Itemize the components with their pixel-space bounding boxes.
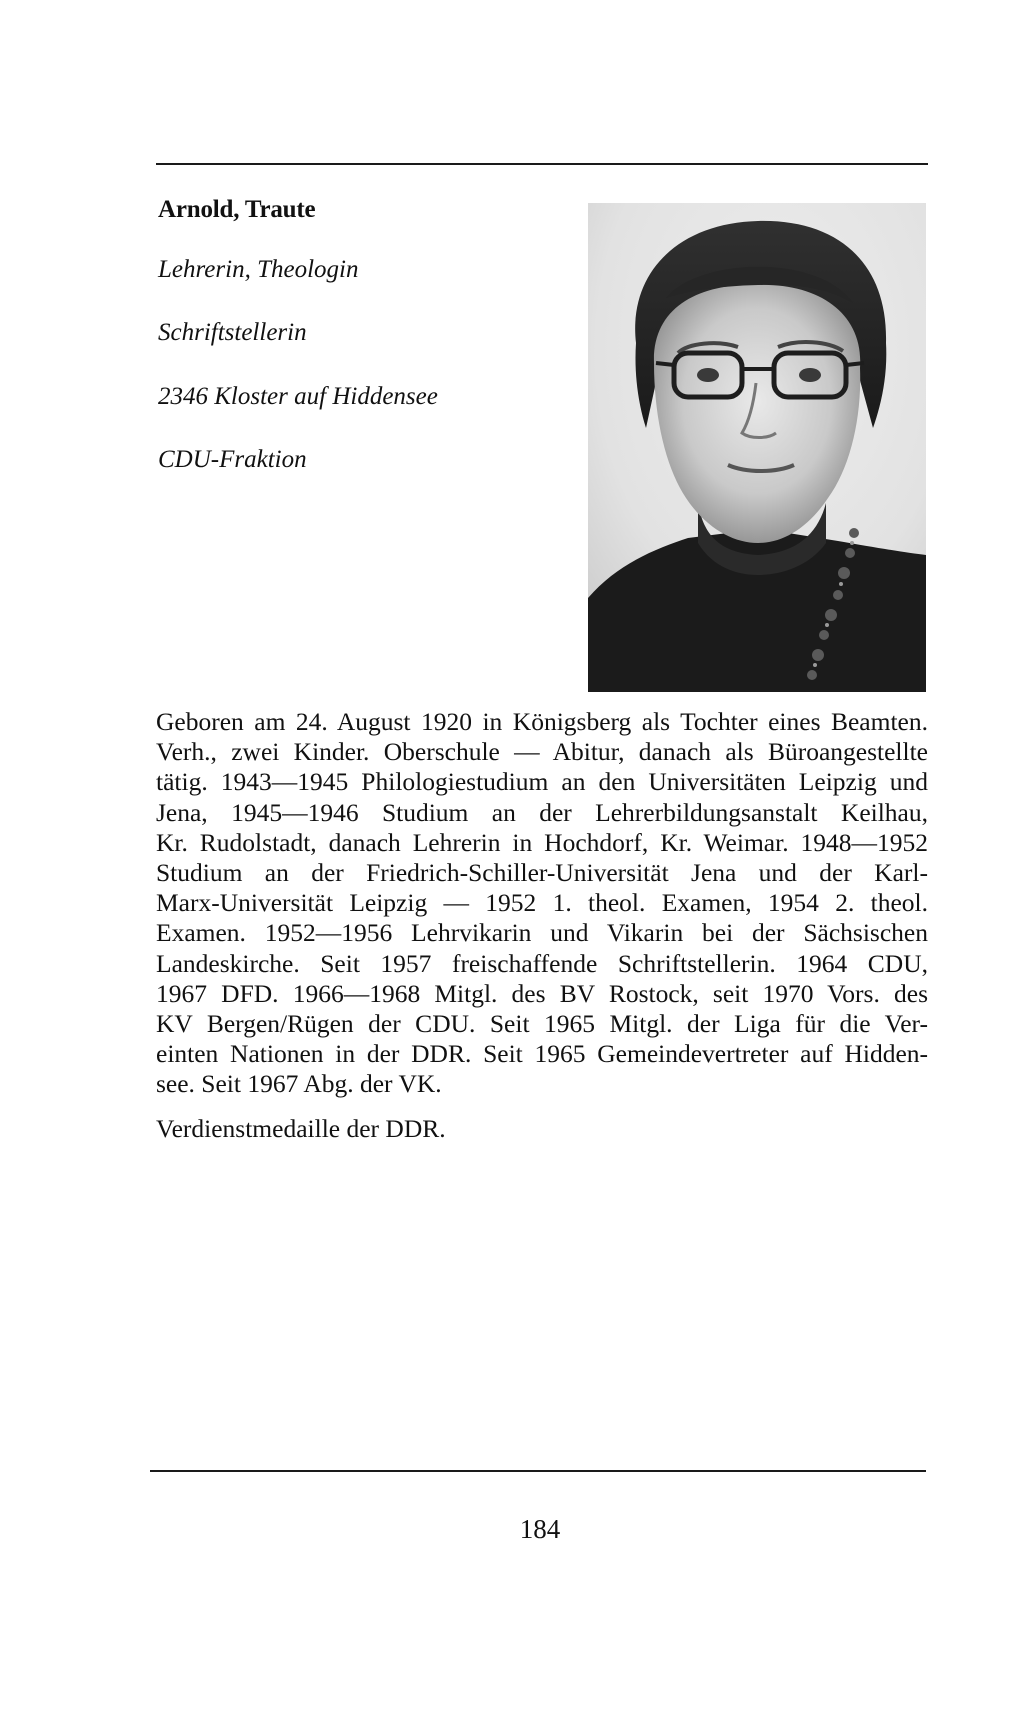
bottom-rule — [150, 1470, 926, 1472]
entry-address: 2346 Kloster auf Hiddensee — [158, 383, 438, 410]
biography-line: 1967 DFD. 1966—1968 Mitgl. des BV Rostock, seit 1970 Vors. des — [156, 978, 928, 1008]
entry-profession: Lehrerin, Theologin — [158, 256, 359, 283]
entry-name: Arnold, Traute — [158, 196, 316, 223]
page-number: 184 — [519, 1514, 561, 1544]
biography-line: Jena, 1945—1946 Studium an der Lehrerbildungsanstalt Keilhau, — [156, 797, 928, 827]
entry-faction: CDU-Fraktion — [158, 446, 307, 473]
biography-text — [156, 707, 928, 1100]
biography-line: Kr. Rudolstadt, danach Lehrerin in Hochdorf, Kr. Weimar. 1948—1952 — [156, 827, 928, 857]
biography-line: Verh., zwei Kinder. Oberschule — Abitur, danach als Büroangestellte — [156, 737, 928, 767]
biography-line: Geboren am 24. August 1920 in Königsberg als Tochter eines Beamten. — [156, 707, 928, 736]
biography-line: Examen. 1952—1956 Lehrvikarin und Vikarin bei der Sächsischen — [156, 918, 928, 948]
biography-line: tätig. 1943—1945 Philologiestudium an den Universitäten Leipzig und — [156, 767, 928, 797]
top-rule — [156, 163, 928, 165]
biography-line: Landeskirche. Seit 1957 freischaffende Schriftstellerin. 1964 CDU, — [156, 948, 928, 978]
award-text: Verdienstmedaille der DDR. — [156, 1114, 446, 1143]
biography-line: see. Seit 1967 Abg. der VK. — [156, 1069, 442, 1099]
biography-line: Marx-Universität Leipzig — 1952 1. theol. Examen, 1954 2. theol. — [156, 888, 928, 918]
entry-occupation: Schriftstellerin — [158, 319, 307, 346]
biography-line: einten Nationen in der DDR. Seit 1965 Gemeindevertreter auf Hidden- — [156, 1039, 928, 1069]
biography-line: KV Bergen/Rügen der CDU. Seit 1965 Mitgl. der Liga für die Ver- — [156, 1009, 928, 1039]
biography-line: Studium an der Friedrich-Schiller-Universität Jena und der Karl- — [156, 858, 928, 888]
portrait-photo — [588, 203, 926, 692]
